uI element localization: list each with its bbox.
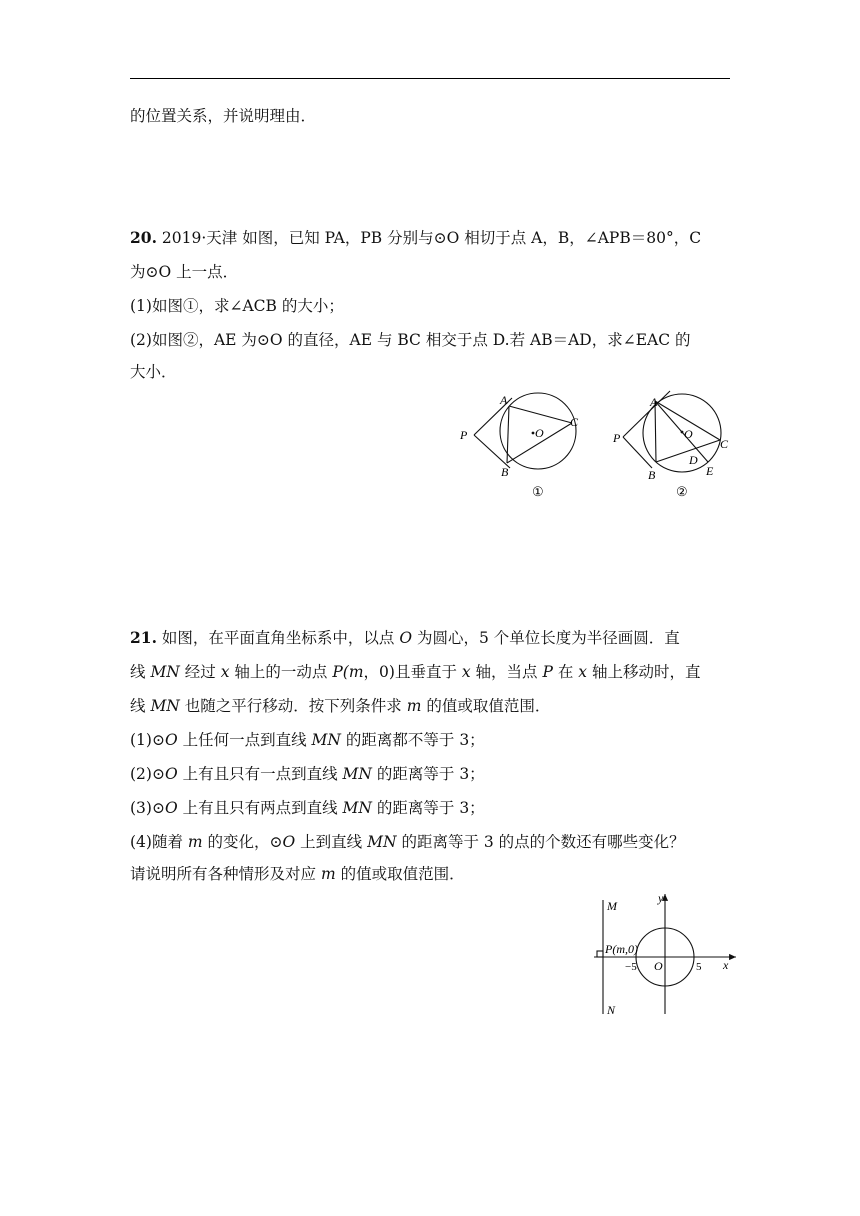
q21-text: ，0)且垂直于: [363, 663, 462, 681]
q21-var: O: [164, 799, 178, 817]
q20-part-1: (1)如图①，求∠ACB 的大小；: [130, 297, 344, 315]
q21-text: 上有且只有一点到直线: [177, 765, 343, 783]
q21-var: x: [461, 663, 471, 681]
label-y: y: [658, 891, 664, 905]
q21-text: 的距离等于 3；: [371, 765, 485, 783]
q21-text: 轴，当点: [470, 663, 543, 681]
label-m: M: [607, 899, 617, 913]
q21-var: MN: [150, 663, 180, 681]
q20-text-1: 2019·天津 如图，已知 PA，PB 分别与⊙O 相切于点 A，B，∠APB＝80°，C: [161, 229, 702, 247]
chord-ab: [655, 401, 656, 462]
q21-var: O: [282, 833, 296, 851]
label-e: E: [706, 464, 714, 478]
figure-2-caption: ②: [676, 484, 688, 499]
label-c: C: [570, 415, 579, 429]
q21-text: 上任何一点到直线: [177, 731, 312, 749]
q21-text: 的距离等于 3 的点的个数还有哪些变化？: [396, 833, 685, 851]
label-b: B: [648, 468, 656, 482]
q20-part-2: (2)如图②，AE 为⊙O 的直径，AE 与 BC 相交于点 D.若 AB＝AD，求∠EAC 的: [130, 331, 691, 349]
q21-var: MN: [367, 833, 397, 851]
q21-text: 的值或取值范围．: [335, 865, 465, 883]
center-dot: [532, 432, 535, 435]
q21-text: (4)随着: [130, 833, 188, 851]
label-neg-five: −5: [625, 961, 637, 973]
q21-line-1: [130, 628, 730, 648]
q21-var: m: [320, 865, 336, 883]
q21-part-2: [130, 764, 730, 784]
q21-part-3: [130, 798, 730, 818]
q21-text: 的距离等于 3；: [371, 799, 485, 817]
label-p: P: [613, 431, 621, 445]
q21-text: (1)⊙: [130, 731, 165, 749]
q21-text: 也随之平行移动．按下列条件求: [179, 697, 407, 715]
header-rule: [130, 78, 730, 79]
q21-coordinate-figure: [588, 890, 748, 1020]
label-a: A: [500, 393, 508, 407]
q21-text: 上有且只有两点到直线: [177, 799, 343, 817]
q21-var: MN: [342, 799, 372, 817]
q21-var: O: [399, 629, 413, 647]
q21-text: 在: [552, 663, 579, 681]
q21-text: 上到直线: [295, 833, 368, 851]
q21-text: (3)⊙: [130, 799, 165, 817]
q21-text: 请说明所有各种情形及对应: [130, 865, 321, 883]
label-c: C: [720, 437, 729, 451]
q21-text: 线: [130, 663, 151, 681]
q20-number: 20.: [130, 228, 157, 247]
label-origin: O: [654, 959, 663, 973]
q21-text: 线: [130, 697, 151, 715]
center-dot: [681, 431, 684, 434]
label-o: O: [684, 427, 693, 441]
q21-part-4: [130, 832, 730, 852]
chord-bc: [656, 440, 720, 462]
q21-var: x: [220, 663, 230, 681]
q21-line-last: [130, 864, 730, 884]
label-d: D: [689, 453, 698, 467]
q21-var: P(m: [332, 663, 364, 681]
q21-text: 为圆心，5 个单位长度为半径画圆．直: [412, 629, 680, 647]
q19-tail-text: 的位置关系，并说明理由．: [130, 107, 317, 125]
label-b: B: [501, 465, 509, 479]
q21-text: 的值或取值范围．: [421, 697, 551, 715]
q21-text: 如图，在平面直角坐标系中，以点: [156, 629, 400, 647]
q21-part-1: [130, 730, 730, 750]
q21-var: O: [164, 765, 178, 783]
q21-text: 轴上移动时，直: [587, 663, 701, 681]
q21-var: MN: [342, 765, 372, 783]
q21-var: P: [542, 663, 553, 681]
q21-text: 经过: [179, 663, 221, 681]
figure-1-caption: ①: [532, 484, 544, 499]
label-x: x: [723, 958, 729, 972]
q21-line-2: [130, 662, 730, 682]
label-five: 5: [696, 961, 702, 973]
tangent-pb: [474, 435, 510, 468]
q21-text: (2)⊙: [130, 765, 165, 783]
right-angle-mark: [597, 951, 603, 957]
q21-var: m: [187, 833, 203, 851]
q21-var: MN: [311, 731, 341, 749]
q21-var: MN: [150, 697, 180, 715]
label-p: P(m,0): [605, 942, 638, 956]
q21-line-3: [130, 696, 730, 716]
q21-var: x: [578, 663, 588, 681]
q20-figure-1: [455, 388, 595, 503]
label-o: O: [535, 426, 544, 440]
label-a: A: [650, 395, 658, 409]
tangent-pa: [623, 391, 670, 437]
q20-line-5: 大小．: [130, 363, 177, 381]
label-n: N: [607, 1003, 616, 1017]
q21-text: 的变化，⊙: [202, 833, 283, 851]
q21-text: 轴上的一动点: [229, 663, 333, 681]
chord-ac: [509, 406, 572, 423]
label-p: P: [460, 428, 468, 442]
q20-line-1: [130, 228, 730, 248]
q21-number: 21.: [130, 628, 157, 647]
q21-var: m: [406, 697, 422, 715]
q20-line-2: 为⊙O 上一点．: [130, 263, 239, 281]
q21-var: O: [164, 731, 178, 749]
q21-text: 的距离都不等于 3；: [340, 731, 485, 749]
q20-figure-2: [610, 388, 740, 503]
